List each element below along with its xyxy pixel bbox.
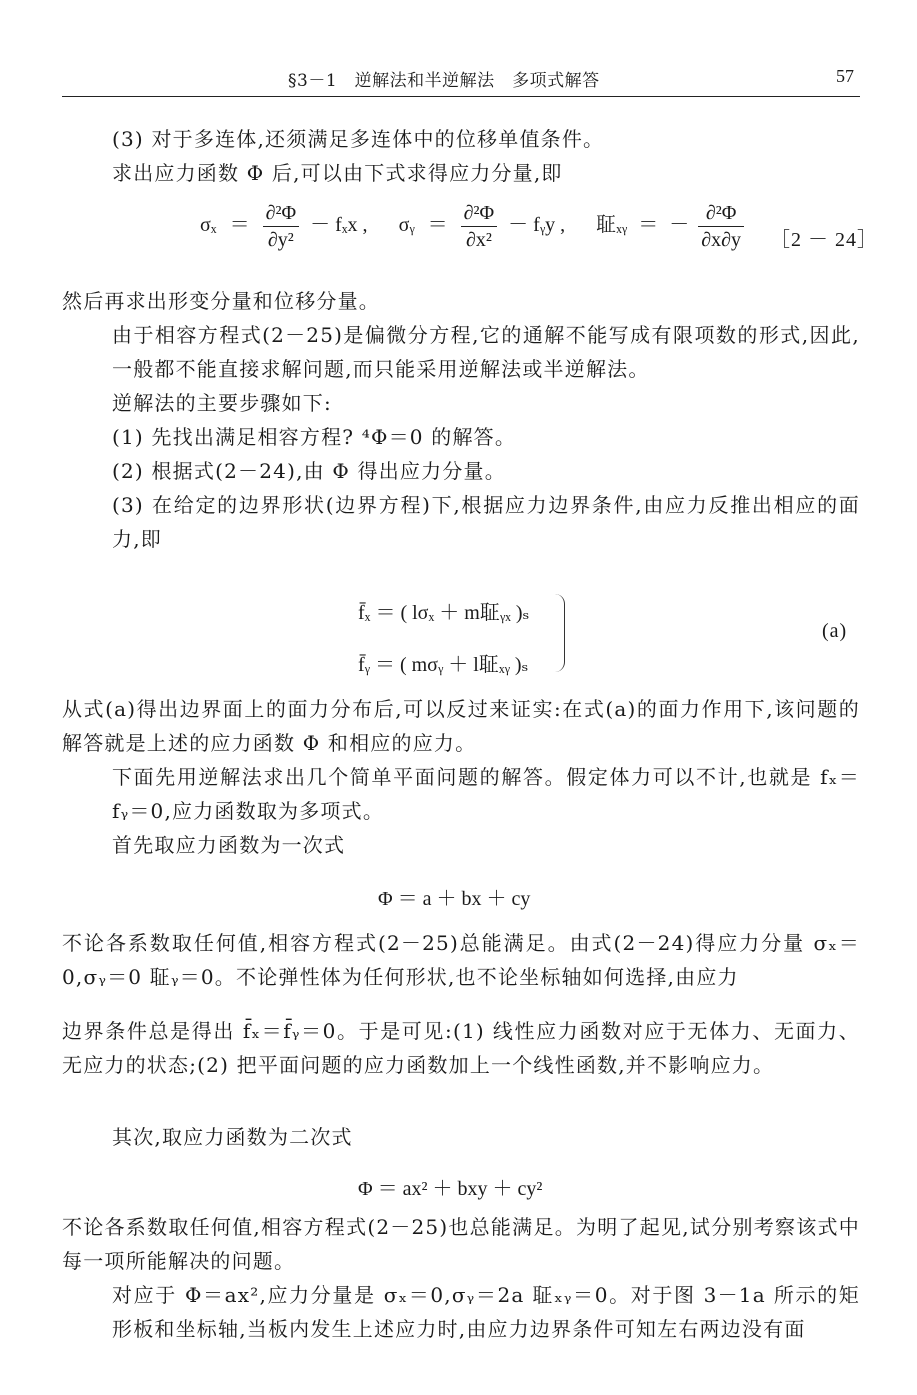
equation-number: ［2 － 24］ — [770, 229, 878, 251]
paragraph: (2) 根据式(2－24),由 Φ 得出应力分量。 — [112, 459, 506, 483]
paragraph: (3) 在给定的边界形状(边界方程)下,根据应力边界条件,由应力反推出相应的面力,即 — [112, 493, 860, 551]
equation-a-line-2: f̄ᵧ ＝ ( mσᵧ ＋ l聇ₓᵧ )ₛ — [358, 654, 529, 676]
equation-linear: Φ ＝ a ＋ bx ＋ cy — [378, 888, 531, 910]
paragraph: (1) 先找出满足相容方程? ⁴Φ＝0 的解答。 — [112, 425, 517, 449]
page-number: 57 — [836, 66, 854, 86]
paragraph: 首先取应力函数为一次式 — [112, 833, 346, 857]
equation-number: (a) — [822, 620, 848, 642]
paragraph: 逆解法的主要步骤如下: — [112, 391, 332, 415]
paragraph: 不论各系数取任何值,相容方程式(2－25)总能满足。由式(2－24)得应力分量 σₓ＝0,σᵧ＝0 聇ᵧ＝0。不论弹性体为任何形状,也不论坐标轴如何选择,由应力 — [62, 931, 860, 989]
paragraph: 下面先用逆解法求出几个简单平面问题的解答。假定体力可以不计,也就是 fₓ＝fᵧ＝0,应力函数取为多项式。 — [112, 765, 860, 823]
paragraph: 不论各系数取任何值,相容方程式(2－25)也总能满足。为明了起见,试分别考察该式中每一项所能解决的问题。 — [62, 1215, 860, 1273]
paragraph: 对应于 Φ＝ax²,应力分量是 σₓ＝0,σᵧ＝2a 聇ₓᵧ＝0。对于图 3－1a 所示的矩形板和坐标轴,当板内发生上述应力时,由应力边界条件可知左右两边没有面 — [112, 1283, 860, 1341]
paragraph: 边界条件总是得出 f̄ₓ＝f̄ᵧ＝0。于是可见:(1) 线性应力函数对应于无体力、无面力、无应力的状态;(2) 把平面问题的应力函数加上一个线性函数,并不影响应力。 — [62, 1019, 860, 1077]
paragraph: 从式(a)得出边界面上的面力分布后,可以反过来证实:在式(a)的面力作用下,该问题的解答就是上述的应力函数 Φ 和相应的应力。 — [62, 697, 860, 755]
running-header — [62, 62, 860, 97]
paragraph: 然后再求出形变分量和位移分量。 — [62, 289, 380, 313]
brace — [554, 594, 565, 672]
section-title: §3－1 逆解法和半逆解法 多项式解答 — [288, 71, 600, 91]
paragraph: 由于相容方程式(2－25)是偏微分方程,它的通解不能写成有限项数的形式,因此,一般都不能直接求解问题,而只能采用逆解法或半逆解法。 — [112, 323, 860, 381]
paragraph: 其次,取应力函数为二次式 — [112, 1125, 353, 1149]
paragraph: 求出应力函数 Φ 后,可以由下式求得应力分量,即 — [112, 161, 563, 185]
equation-2-24: σₓ ＝ $\frac{\text{∂²Φ}}{\text{∂y²}}$ － fₓx , σᵧ ＝ $\frac{\text{∂²Φ}}{\text{∂x²}}$ － fᵧy , 聇ₓᵧ ＝ － $\frac{\text{∂²Φ}}{\partial x\partial y}$ — [200, 200, 744, 253]
equation-a-line-1: f̄ₓ ＝ ( lσₓ ＋ m聇ᵧₓ )ₛ — [358, 602, 530, 624]
paragraph: (3) 对于多连体,还须满足多连体中的位移单值条件。 — [112, 127, 605, 151]
equation-quadratic: Φ ＝ ax² ＋ bxy ＋ cy² — [358, 1178, 543, 1200]
